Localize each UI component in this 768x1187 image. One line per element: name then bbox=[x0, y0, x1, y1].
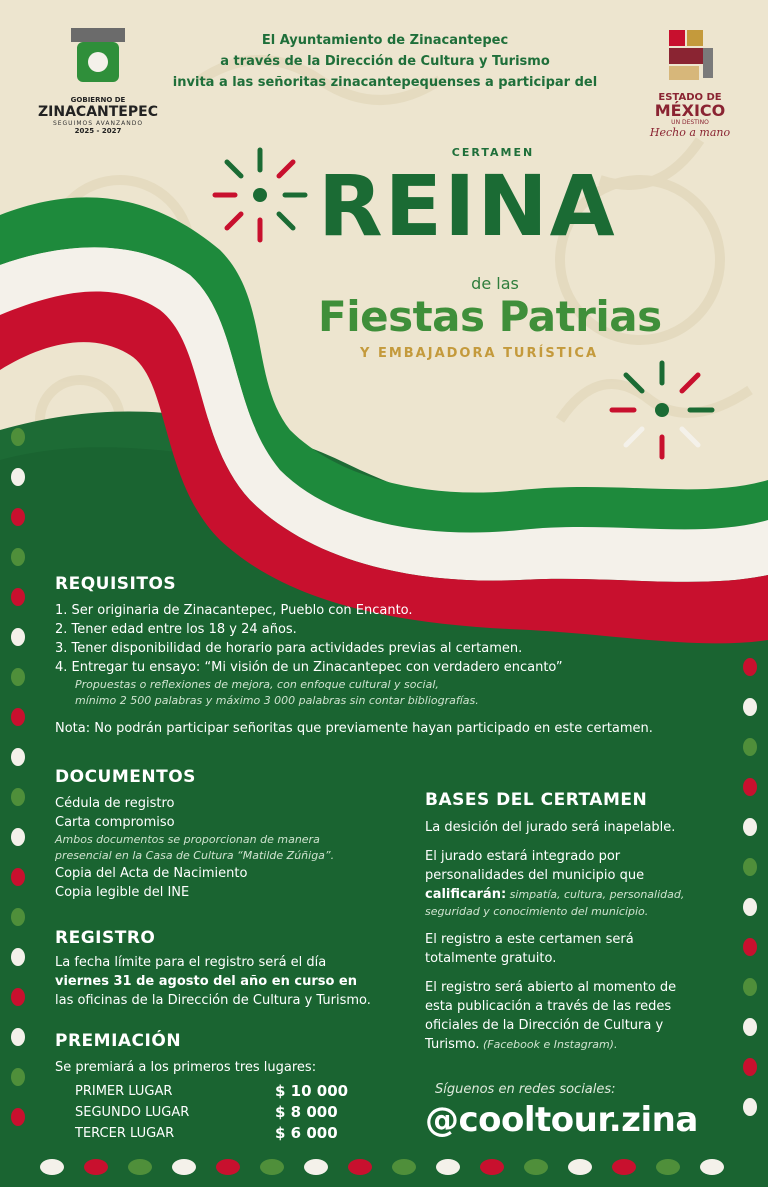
documentos-list bbox=[55, 794, 395, 902]
social-handle[interactable]: @cooltour.zina bbox=[425, 1100, 698, 1140]
estado-mexico-icon bbox=[655, 22, 725, 88]
registro-heading: REGISTRO bbox=[55, 928, 156, 948]
premiacion-heading: PREMIACIÓN bbox=[55, 1031, 182, 1051]
registro-line-bold: viernes 31 de agosto del año en curso en bbox=[55, 974, 358, 989]
subtitle: Fiestas Patrias bbox=[318, 292, 662, 341]
title-connector: de las bbox=[471, 274, 519, 293]
requisito-item: 2. Tener edad entre los 18 y 24 años. bbox=[55, 622, 297, 637]
intro-line: a través de la Dirección de Cultura y Turismo bbox=[220, 54, 550, 69]
intro-text bbox=[170, 30, 600, 93]
requisito-item: 4. Entregar tu ensayo: “Mi visión de un Zinacantepec con verdadero encanto” bbox=[55, 660, 563, 675]
bases-line: esta publicación a través de las redes bbox=[425, 999, 672, 1014]
bases-line: oficiales de la Dirección de Cultura y bbox=[425, 1018, 664, 1033]
crest-icon bbox=[63, 22, 133, 92]
bases-italic: simpatía, cultura, personalidad, bbox=[506, 888, 685, 901]
documento-note: presencial en la Casa de Cultura “Matilde Zúñiga”. bbox=[55, 849, 335, 862]
logo-line3: SEGUIMOS AVANZANDO bbox=[52, 120, 144, 127]
bases-bold: calificarán: bbox=[425, 887, 507, 902]
prize-amount: $ 10 000 bbox=[275, 1082, 349, 1100]
prize-amount: $ 6 000 bbox=[275, 1124, 338, 1142]
bases-line: El registro a este certamen será bbox=[425, 932, 634, 947]
registro-line: La fecha límite para el registro será el día bbox=[55, 955, 327, 970]
bases-line: El registro será abierto al momento de bbox=[425, 980, 677, 995]
logo-line4: 2025 - 2027 bbox=[74, 127, 122, 135]
prize-row bbox=[75, 1082, 365, 1103]
documento-item: Copia legible del INE bbox=[55, 885, 190, 900]
bases-line: El jurado estará integrado por bbox=[425, 849, 621, 864]
prize-amount: $ 8 000 bbox=[275, 1103, 338, 1121]
prize-table bbox=[75, 1082, 365, 1145]
requisito-item: 1. Ser originaria de Zinacantepec, Pueblo con Encanto. bbox=[55, 603, 413, 618]
bases-italic: (Facebook e Instagram). bbox=[479, 1038, 618, 1051]
requisito-note: Propuestas o reflexiones de mejora, con enfoque cultural y social, bbox=[75, 678, 439, 691]
premiacion-intro: Se premiará a los primeros tres lugares: bbox=[55, 1060, 317, 1075]
zinacantepec-logo bbox=[28, 22, 168, 135]
bases-line: totalmente gratuito. bbox=[425, 951, 557, 966]
prize-place: SEGUNDO LUGAR bbox=[75, 1105, 190, 1120]
requisitos-list bbox=[55, 601, 715, 738]
logo-line1: ESTADO DE bbox=[658, 92, 722, 103]
registro-text bbox=[55, 953, 415, 1010]
bases-text bbox=[425, 818, 725, 1054]
bases-text-end: Turismo. bbox=[425, 1037, 480, 1052]
firework-icon bbox=[602, 355, 722, 465]
bases-paragraph: La desición del jurado será inapelable. bbox=[425, 820, 676, 835]
prize-place: PRIMER LUGAR bbox=[75, 1084, 173, 1099]
registro-line: las oficinas de la Dirección de Cultura y Turismo. bbox=[55, 993, 371, 1008]
prize-row bbox=[75, 1124, 365, 1145]
estado-de-mexico-logo bbox=[640, 22, 740, 139]
logo-line1: GOBIERNO DE bbox=[70, 96, 126, 104]
documentos-heading: DOCUMENTOS bbox=[55, 767, 196, 787]
left-border-decoration bbox=[6, 425, 30, 1165]
bases-line: personalidades del municipio que bbox=[425, 868, 645, 883]
prize-place: TERCER LUGAR bbox=[75, 1126, 175, 1141]
requisitos-heading: REQUISITOS bbox=[55, 574, 177, 594]
bases-heading: BASES DEL CERTAMEN bbox=[425, 790, 648, 810]
bases-italic: seguridad y conocimiento del municipio. bbox=[425, 905, 649, 918]
bases-line bbox=[425, 885, 725, 904]
documento-note: Ambos documentos se proporcionan de manera bbox=[55, 833, 320, 846]
documento-item: Copia del Acta de Nacimiento bbox=[55, 866, 248, 881]
bases-line bbox=[425, 1035, 725, 1054]
main-title: REINA bbox=[318, 157, 617, 255]
logo-line3: UN DESTINO bbox=[671, 119, 709, 126]
documento-item: Carta compromiso bbox=[55, 815, 175, 830]
requisito-note: mínimo 2 500 palabras y máximo 3 000 palabras sin contar bibliografías. bbox=[75, 694, 479, 707]
requisitos-nota: Nota: No podrán participar señoritas que previamente hayan participado en este certamen. bbox=[55, 721, 653, 736]
intro-line: invita a las señoritas zinacantepequenses a participar del bbox=[172, 75, 598, 90]
social-label: Síguenos en redes sociales: bbox=[435, 1082, 616, 1097]
logo-line4: Hecho a mano bbox=[649, 126, 731, 139]
requisito-item: 3. Tener disponibilidad de horario para actividades previas al certamen. bbox=[55, 641, 523, 656]
logo-line2: MÉXICO bbox=[654, 101, 726, 120]
prize-row bbox=[75, 1103, 365, 1124]
right-border-decoration bbox=[738, 655, 762, 1155]
title-kicker: CERTAMEN bbox=[451, 146, 535, 159]
firework-icon bbox=[205, 140, 315, 250]
intro-line: El Ayuntamiento de Zinacantepec bbox=[261, 33, 509, 48]
bottom-border-decoration bbox=[40, 1152, 740, 1182]
documento-item: Cédula de registro bbox=[55, 796, 175, 811]
logo-line2: ZINACANTEPEC bbox=[38, 104, 158, 120]
tagline: Y EMBAJADORA TURÍSTICA bbox=[360, 346, 599, 361]
